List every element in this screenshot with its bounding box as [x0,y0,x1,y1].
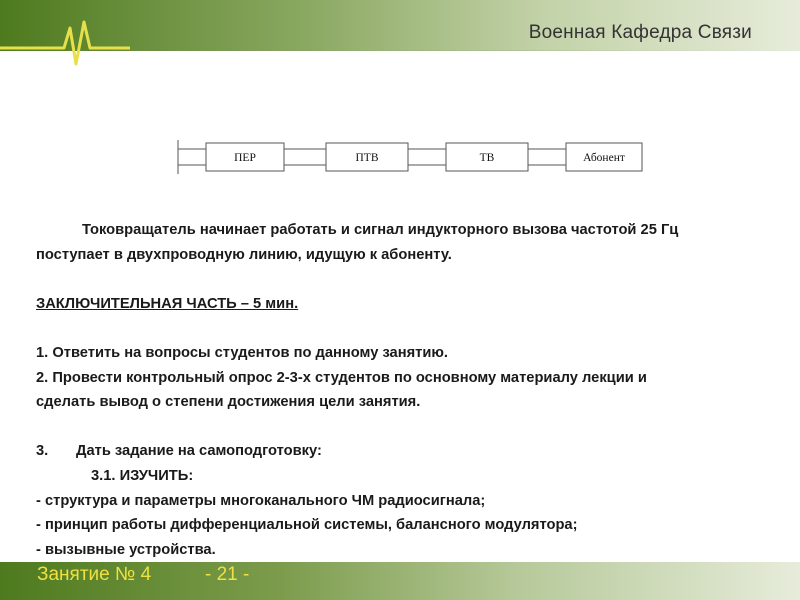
diagram-label-abonent: Абонент [583,152,625,164]
lesson-number: Занятие № 4 [37,564,152,585]
page-number: - 21 - [205,564,250,585]
bullet-item: - структура и параметры многоканального ЧМ радиосигнала; [36,492,486,509]
section-heading-text: ЗАКЛЮЧИТЕЛЬНАЯ ЧАСТЬ – 5 мин. [36,295,299,312]
paragraph-line: Токовращатель начинает работать и сигнал индукторного вызова частотой 25 Гц [82,222,679,238]
bullet-item: - принцип работы дифференциальной системы, балансного модулятора; [36,517,578,534]
list-item-number: 3. [36,443,49,460]
spacer [36,415,776,440]
list-item: 2. Провести контрольный опрос 2-3-х студентов по основному материалу лекции и [36,369,647,386]
signal-chain-diagram [170,138,650,178]
list-item-text: Дать задание на самоподготовку: [76,443,322,460]
spacer [36,316,776,341]
list-item-continuation: сделать вывод о степени достижения цели занятия. [36,394,421,411]
page-header-title: Военная Кафедра Связи [528,22,752,43]
list-item [36,439,776,464]
spacer [36,267,776,292]
sub-heading: 3.1. ИЗУЧИТЬ: [91,467,194,484]
diagram-label-ptv: ПТВ [355,152,379,164]
diagram-label-tv: ТВ [479,152,495,164]
lesson-text [36,218,776,562]
diagram-label-per: ПЕР [234,152,256,164]
section-heading [36,292,776,317]
list-item: 1. Ответить на вопросы студентов по данному занятию. [36,344,449,361]
signal-wave-icon [0,0,130,72]
paragraph-line: поступает в двухпроводную линию, идущую к абоненту. [36,246,452,263]
bullet-item: - вызывные устройства. [36,541,216,558]
